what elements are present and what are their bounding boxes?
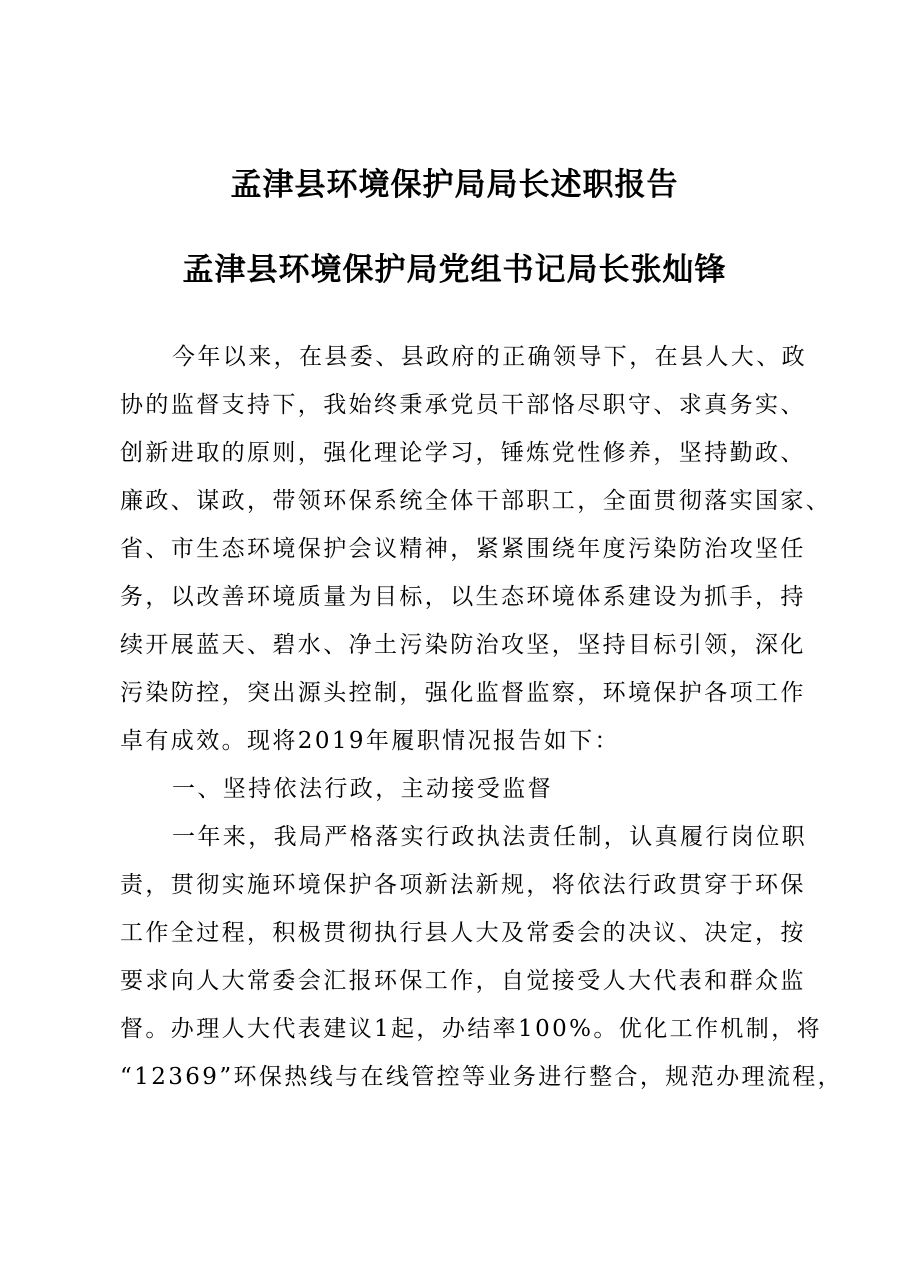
body-line: 省、市生态环境保护会议精神，紧紧围绕年度污染防治攻坚任 [120, 536, 806, 562]
body-line: 责，贯彻实施环境保护各项新法新规，将依法行政贯穿于环保 [120, 872, 806, 898]
body-line: 督。办理人大代表建议1起，办结率100%。优化工作机制，将 [120, 1016, 822, 1042]
body-line: 务，以改善环境质量为目标，以生态环境体系建设为抓手，持 [120, 584, 806, 610]
body-line: 污染防控，突出源头控制，强化监督监察，环境保护各项工作 [120, 680, 806, 706]
section-heading: 一、坚持依法行政，主动接受监督 [172, 776, 553, 802]
document-title: 孟津县环境保护局局长述职报告 [230, 167, 679, 203]
body-line: 今年以来，在县委、县政府的正确领导下，在县人大、政 [172, 344, 807, 370]
body-line: 卓有成效。现将2019年履职情况报告如下： [120, 728, 620, 754]
body-line: 工作全过程，积极贯彻执行县人大及常委会的决议、决定，按 [120, 920, 806, 946]
body-line: 创新进取的原则，强化理论学习，锤炼党性修养，坚持勤政、 [120, 440, 806, 466]
body-line: 续开展蓝天、碧水、净土污染防治攻坚，坚持目标引领，深化 [120, 632, 806, 658]
body-line: 一年来，我局严格落实行政执法责任制，认真履行岗位职 [172, 824, 807, 850]
body-line: 要求向人大常委会汇报环保工作，自觉接受人大代表和群众监 [120, 968, 806, 994]
document-subtitle: 孟津县环境保护局党组书记局长张灿锋 [182, 252, 727, 288]
document-body [120, 333, 844, 1101]
body-line: 廉政、谋政，带领环保系统全体干部职工，全面贯彻落实国家、 [120, 488, 832, 514]
body-line: 协的监督支持下，我始终秉承党员干部恪尽职守、求真务实、 [120, 392, 806, 418]
body-line: “12369”环保热线与在线管控等业务进行整合，规范办理流程， [120, 1064, 844, 1090]
